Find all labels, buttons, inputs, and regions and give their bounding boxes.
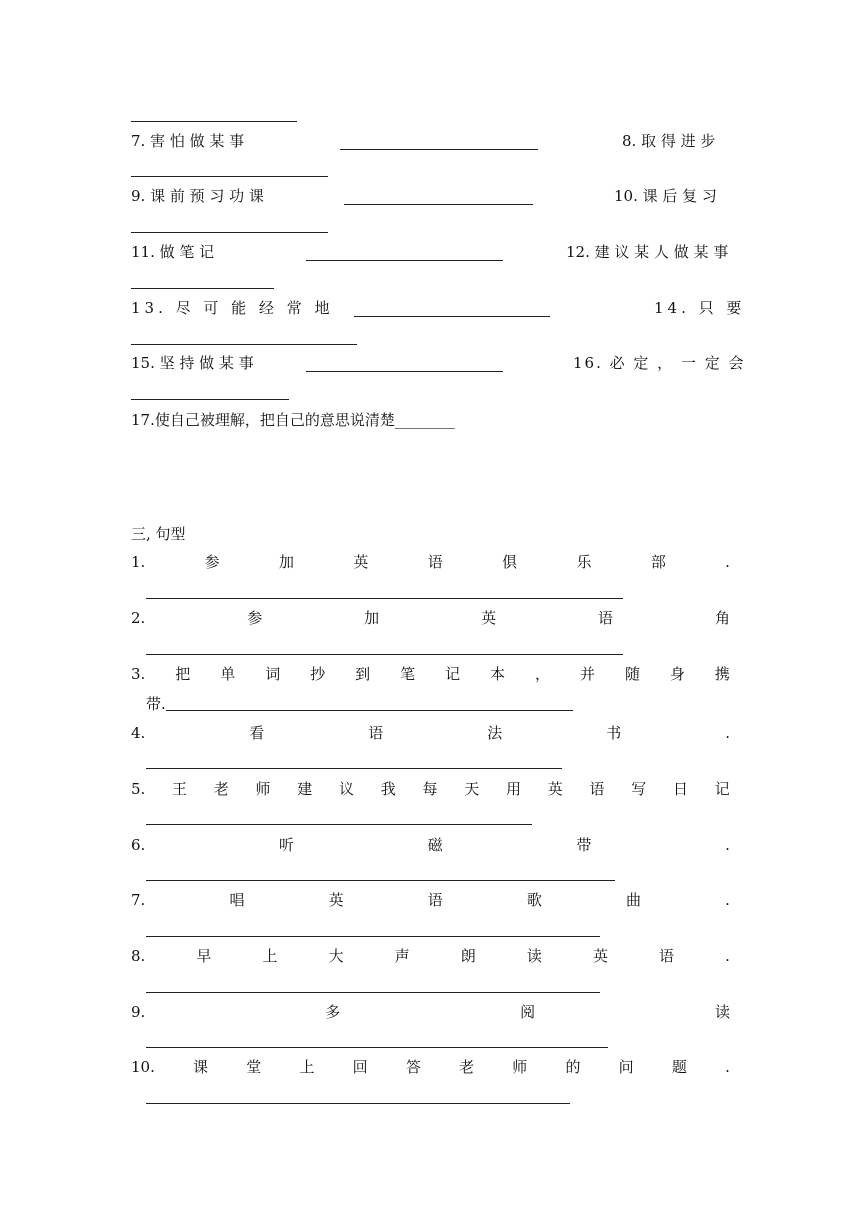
- sentence-3: [131, 665, 730, 683]
- answer-blank[interactable]: [146, 1103, 570, 1104]
- sentence-char: 答: [405, 1058, 421, 1076]
- answer-blank[interactable]: [306, 260, 503, 261]
- answer-blank[interactable]: [131, 399, 289, 400]
- sentence-char: 堂: [246, 1058, 262, 1076]
- answer-blank[interactable]: [131, 232, 328, 233]
- sentence-char: .: [725, 553, 730, 571]
- sentence-char: 英: [592, 947, 608, 965]
- sentence-char: 9.: [131, 1003, 146, 1021]
- answer-blank[interactable]: [131, 176, 328, 177]
- answer-blank[interactable]: [166, 710, 573, 711]
- answer-blank[interactable]: [146, 654, 623, 655]
- sentence-char: 用: [506, 780, 522, 798]
- sentence-char: 部: [650, 553, 666, 571]
- sentence-char: 语: [598, 609, 614, 627]
- answer-blank[interactable]: [146, 992, 600, 993]
- sentence-10: [131, 1058, 730, 1076]
- sentence-char: 法: [487, 724, 503, 742]
- sentence-char: 英: [353, 553, 369, 571]
- sentence-char: 朗: [460, 947, 476, 965]
- sentence-char: 英: [547, 780, 563, 798]
- answer-blank[interactable]: [354, 316, 550, 317]
- sentence-char: 题: [671, 1058, 687, 1076]
- sentence-char: 抄: [310, 665, 326, 683]
- vocab-item-12: 12. 建 议 某 人 做 某 事: [566, 243, 729, 261]
- vocab-item-13: 13. 尽 可 能 经 常 地: [131, 299, 334, 317]
- sentence-char: 歌: [526, 891, 542, 909]
- sentence-char: 词: [265, 665, 281, 683]
- sentence-char: 日: [673, 780, 689, 798]
- answer-blank[interactable]: [146, 1047, 608, 1048]
- sentence-char: .: [725, 891, 730, 909]
- sentence-char: 王: [172, 780, 188, 798]
- answer-blank[interactable]: [131, 344, 357, 345]
- sentence-char: 1.: [131, 553, 146, 571]
- sentence-char: 看: [249, 724, 265, 742]
- sentence-char: 语: [589, 780, 605, 798]
- sentence-6: [131, 836, 730, 854]
- answer-blank[interactable]: [146, 880, 615, 881]
- sentence-char: 本: [490, 665, 506, 683]
- sentence-char: 大: [328, 947, 344, 965]
- sentence-char: 3.: [131, 665, 146, 683]
- sentence-char: 我: [380, 780, 396, 798]
- sentence-char: 书: [606, 724, 622, 742]
- sentence-char: 声: [394, 947, 410, 965]
- sentence-char: 曲: [626, 891, 642, 909]
- sentence-char: 携: [714, 665, 730, 683]
- section-title: 三, 句型: [131, 525, 186, 543]
- vocab-item-15: 15. 坚 持 做 某 事: [131, 354, 254, 372]
- sentence-char: 上: [299, 1058, 315, 1076]
- sentence-7: [131, 891, 730, 909]
- vocab-item-9: 9. 课 前 预 习 功 课: [131, 187, 264, 205]
- vocab-item-14: 14. 只 要: [654, 299, 746, 317]
- sentence-char: 笔: [400, 665, 416, 683]
- vocab-item-16: 16. 必 定 ， 一 定 会: [573, 354, 746, 372]
- sentence-2: [131, 609, 730, 627]
- sentence-char: 师: [512, 1058, 528, 1076]
- sentence-char: 身: [669, 665, 685, 683]
- sentence-char: 记: [714, 780, 730, 798]
- sentence-char: 带: [576, 836, 592, 854]
- sentence-char: 把: [175, 665, 191, 683]
- vocab-item-8: 8. 取 得 进 步: [622, 132, 716, 150]
- sentence-3-continuation: 带.: [146, 695, 166, 713]
- sentence-char: 磁: [427, 836, 443, 854]
- sentence-char: .: [725, 1058, 730, 1076]
- sentence-char: 2.: [131, 609, 146, 627]
- sentence-char: 阅: [520, 1003, 536, 1021]
- sentence-char: 7.: [131, 891, 146, 909]
- sentence-char: 上: [262, 947, 278, 965]
- sentence-char: 英: [328, 891, 344, 909]
- vocab-item-7: 7. 害 怕 做 某 事: [131, 132, 245, 150]
- sentence-char: 天: [464, 780, 480, 798]
- sentence-char: 语: [368, 724, 384, 742]
- answer-blank[interactable]: [146, 936, 600, 937]
- sentence-char: 4.: [131, 724, 146, 742]
- sentence-char: 每: [422, 780, 438, 798]
- answer-blank[interactable]: [340, 149, 538, 150]
- sentence-char: .: [725, 724, 730, 742]
- sentence-char: .: [725, 836, 730, 854]
- answer-blank[interactable]: [131, 288, 274, 289]
- sentence-char: 唱: [229, 891, 245, 909]
- sentence-char: 英: [481, 609, 497, 627]
- answer-blank[interactable]: [306, 371, 503, 372]
- sentence-char: 的: [565, 1058, 581, 1076]
- sentence-char: 5.: [131, 780, 146, 798]
- sentence-char: 参: [247, 609, 263, 627]
- sentence-char: 加: [364, 609, 380, 627]
- sentence-char: 多: [325, 1003, 341, 1021]
- answer-blank[interactable]: [131, 121, 297, 122]
- answer-blank[interactable]: [344, 204, 533, 205]
- answer-blank[interactable]: [146, 768, 562, 769]
- sentence-char: 读: [714, 1003, 730, 1021]
- sentence-4: [131, 724, 730, 742]
- sentence-char: 语: [427, 891, 443, 909]
- answer-blank[interactable]: [146, 598, 623, 599]
- sentence-char: 10.: [131, 1058, 155, 1076]
- sentence-char: 建: [297, 780, 313, 798]
- sentence-char: 俱: [502, 553, 518, 571]
- sentence-char: 议: [339, 780, 355, 798]
- sentence-char: 8.: [131, 947, 146, 965]
- sentence-8: [131, 947, 730, 965]
- sentence-1: [131, 553, 730, 571]
- sentence-char: 听: [279, 836, 295, 854]
- sentence-char: 6.: [131, 836, 146, 854]
- sentence-char: .: [725, 947, 730, 965]
- vocab-item-10: 10. 课 后 复 习: [614, 187, 717, 205]
- answer-blank[interactable]: [146, 824, 532, 825]
- sentence-char: 语: [427, 553, 443, 571]
- sentence-char: 读: [526, 947, 542, 965]
- sentence-char: 语: [659, 947, 675, 965]
- sentence-char: 到: [355, 665, 371, 683]
- sentence-char: 加: [279, 553, 295, 571]
- sentence-char: 早: [196, 947, 212, 965]
- sentence-char: 老: [459, 1058, 475, 1076]
- vocab-item-11: 11. 做 笔 记: [131, 243, 215, 261]
- sentence-char: 乐: [576, 553, 592, 571]
- sentence-5: [131, 780, 730, 798]
- sentence-char: 课: [193, 1058, 209, 1076]
- sentence-char: 师: [255, 780, 271, 798]
- sentence-char: 角: [714, 609, 730, 627]
- sentence-char: 问: [618, 1058, 634, 1076]
- sentence-char: 随: [624, 665, 640, 683]
- sentence-char: 并: [579, 665, 595, 683]
- sentence-char: 写: [631, 780, 647, 798]
- sentence-char: ，: [535, 665, 551, 683]
- vocab-item-17: 17.使自己被理解，把自己的意思说清楚________: [131, 411, 455, 429]
- sentence-char: 老: [213, 780, 229, 798]
- sentence-char: 参: [204, 553, 220, 571]
- sentence-9: [131, 1003, 730, 1021]
- sentence-char: 回: [352, 1058, 368, 1076]
- sentence-char: 记: [445, 665, 461, 683]
- sentence-char: 单: [220, 665, 236, 683]
